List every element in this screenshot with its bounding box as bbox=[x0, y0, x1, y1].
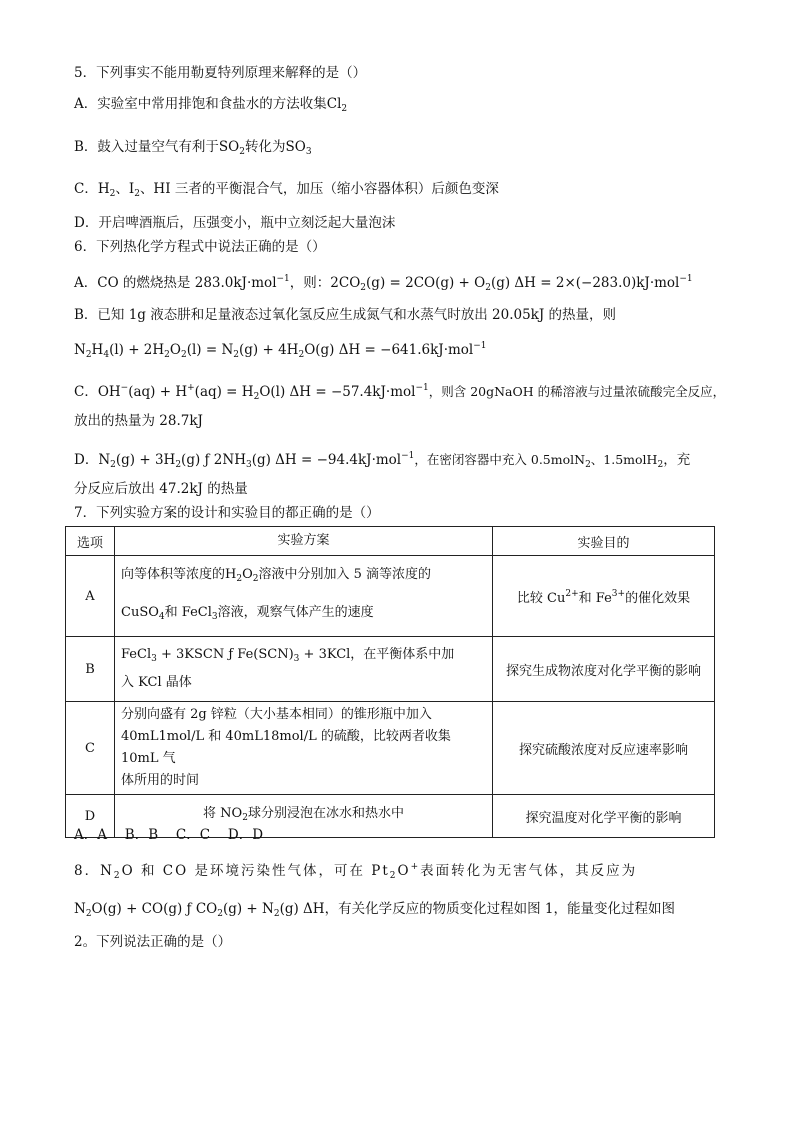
table-header-row bbox=[66, 527, 715, 556]
q8-line1: 8．$N_2O$ 和 CO 是环境污染性气体，可在 $Pt_2O^+$表面转化为无害气体，其反应为 bbox=[74, 862, 638, 881]
row-d-option: D bbox=[66, 795, 115, 838]
q6-option-d-line2: 分反应后放出 47.2kJ 的热量 bbox=[74, 481, 248, 497]
row-a-option: A bbox=[66, 556, 115, 637]
q6-option-b-equation: $N_2H_4(l) + 2H_2O_2(l) = N_2(g) + 4H_2O(g) \Delta H = -641.6kJ\cdot mol^{-1}$ bbox=[74, 341, 487, 360]
q8-line2: $N_2O(g) + CO(g)$ ƒ $CO_2(g) + N_2(g)$ ΔH，有关化学反应的物质变化过程如图 1，能量变化过程如图 bbox=[74, 901, 675, 919]
row-d-goal: 探究温度对化学平衡的影响 bbox=[493, 795, 715, 838]
q5-option-c: C．$H_2$、$I_2$、HI 三者的平衡混合气，加压（缩小容器体积）后颜色变深 bbox=[74, 181, 499, 199]
row-c-option: C bbox=[66, 702, 115, 795]
q6-stem: 6．下列热化学方程式中说法正确的是（） bbox=[74, 239, 326, 255]
q5-option-b: B．鼓入过量空气有利于$SO_2$转化为$SO_3$ bbox=[74, 139, 312, 157]
header-goal: 实验目的 bbox=[493, 527, 715, 556]
q5-option-a: A．实验室中常用排饱和食盐水的方法收集$Cl_2$ bbox=[74, 96, 348, 114]
table-row bbox=[66, 556, 715, 637]
row-b-goal: 探究生成物浓度对化学平衡的影响 bbox=[493, 637, 715, 702]
row-c-plan: 分别向盛有 2g 锌粒（大小基本相同）的锥形瓶中加入 40mL1mol/L 和 40mL18mol/L 的硫酸，比较两者收集 10mL 气 体所用的时间 bbox=[115, 702, 493, 795]
q5-option-d: D．开启啤酒瓶后，压强变小，瓶中立刻泛起大量泡沫 bbox=[74, 215, 396, 231]
table-row bbox=[66, 637, 715, 702]
experiment-table bbox=[65, 526, 715, 838]
header-plan: 实验方案 bbox=[115, 527, 493, 556]
q7-stem: 7．下列实验方案的设计和实验目的都正确的是（） bbox=[74, 505, 380, 521]
q6-option-a: A．CO 的燃烧热是 283.0kJ·mol$^{-1}$，则：$2CO_2(g) = 2CO(g) + O_2(g) \Delta H = 2\times(-283.0)kJ\cdot mol^{-1}$ bbox=[74, 274, 693, 293]
row-b-plan: FeCl$_3$ + 3KSCN ƒ $Fe(SCN)_3 + 3KCl$，在平衡体系中加 入 KCl 晶体 bbox=[115, 637, 493, 702]
row-a-plan: 向等体积等浓度的$H_2O_2$溶液中分别加入 5 滴等浓度的 CuSO$_4$和 FeCl$_3$溶液，观察气体产生的速度 bbox=[115, 556, 493, 637]
row-c-goal: 探究硫酸浓度对反应速率影响 bbox=[493, 702, 715, 795]
row-a-goal: 比较 $Cu^{2+}$和 $Fe^{3+}$的催化效果 bbox=[493, 556, 715, 637]
q7-choices: A．A B．B C．C D．D bbox=[74, 827, 264, 843]
q6-option-d-line1: D．$N_2(g) + 3H_2(g)$ ƒ $2NH_3(g) \Delta H = -94.4kJ\cdot mol^{-1}$，在密闭容器中充入 0.5molN$_2$、1.5molH$_2$，充 bbox=[74, 451, 691, 470]
row-b-option: B bbox=[66, 637, 115, 702]
q5-stem: 5．下列事实不能用勒夏特列原理来解释的是（） bbox=[74, 65, 367, 81]
header-option: 选项 bbox=[66, 527, 115, 556]
q6-option-c-line1: C．$OH^-(aq) + H^+(aq) = H_2O(l) \Delta H = -57.4kJ\cdot mol^{-1}$，则含 20gNaOH 的稀溶液与过量浓硫酸完全反应， bbox=[74, 383, 726, 402]
table-row bbox=[66, 702, 715, 795]
q6-option-c-line2: 放出的热量为 28.7kJ bbox=[74, 413, 203, 429]
row-d-plan: 将 $NO_2$球分别浸泡在冰水和热水中 bbox=[115, 795, 493, 838]
q6-option-b-line1: B．已知 1g 液态肼和足量液态过氧化氢反应生成氮气和水蒸气时放出 20.05kJ 的热量，则 bbox=[74, 307, 617, 323]
q8-line3: 2。下列说法正确的是（） bbox=[74, 934, 232, 950]
